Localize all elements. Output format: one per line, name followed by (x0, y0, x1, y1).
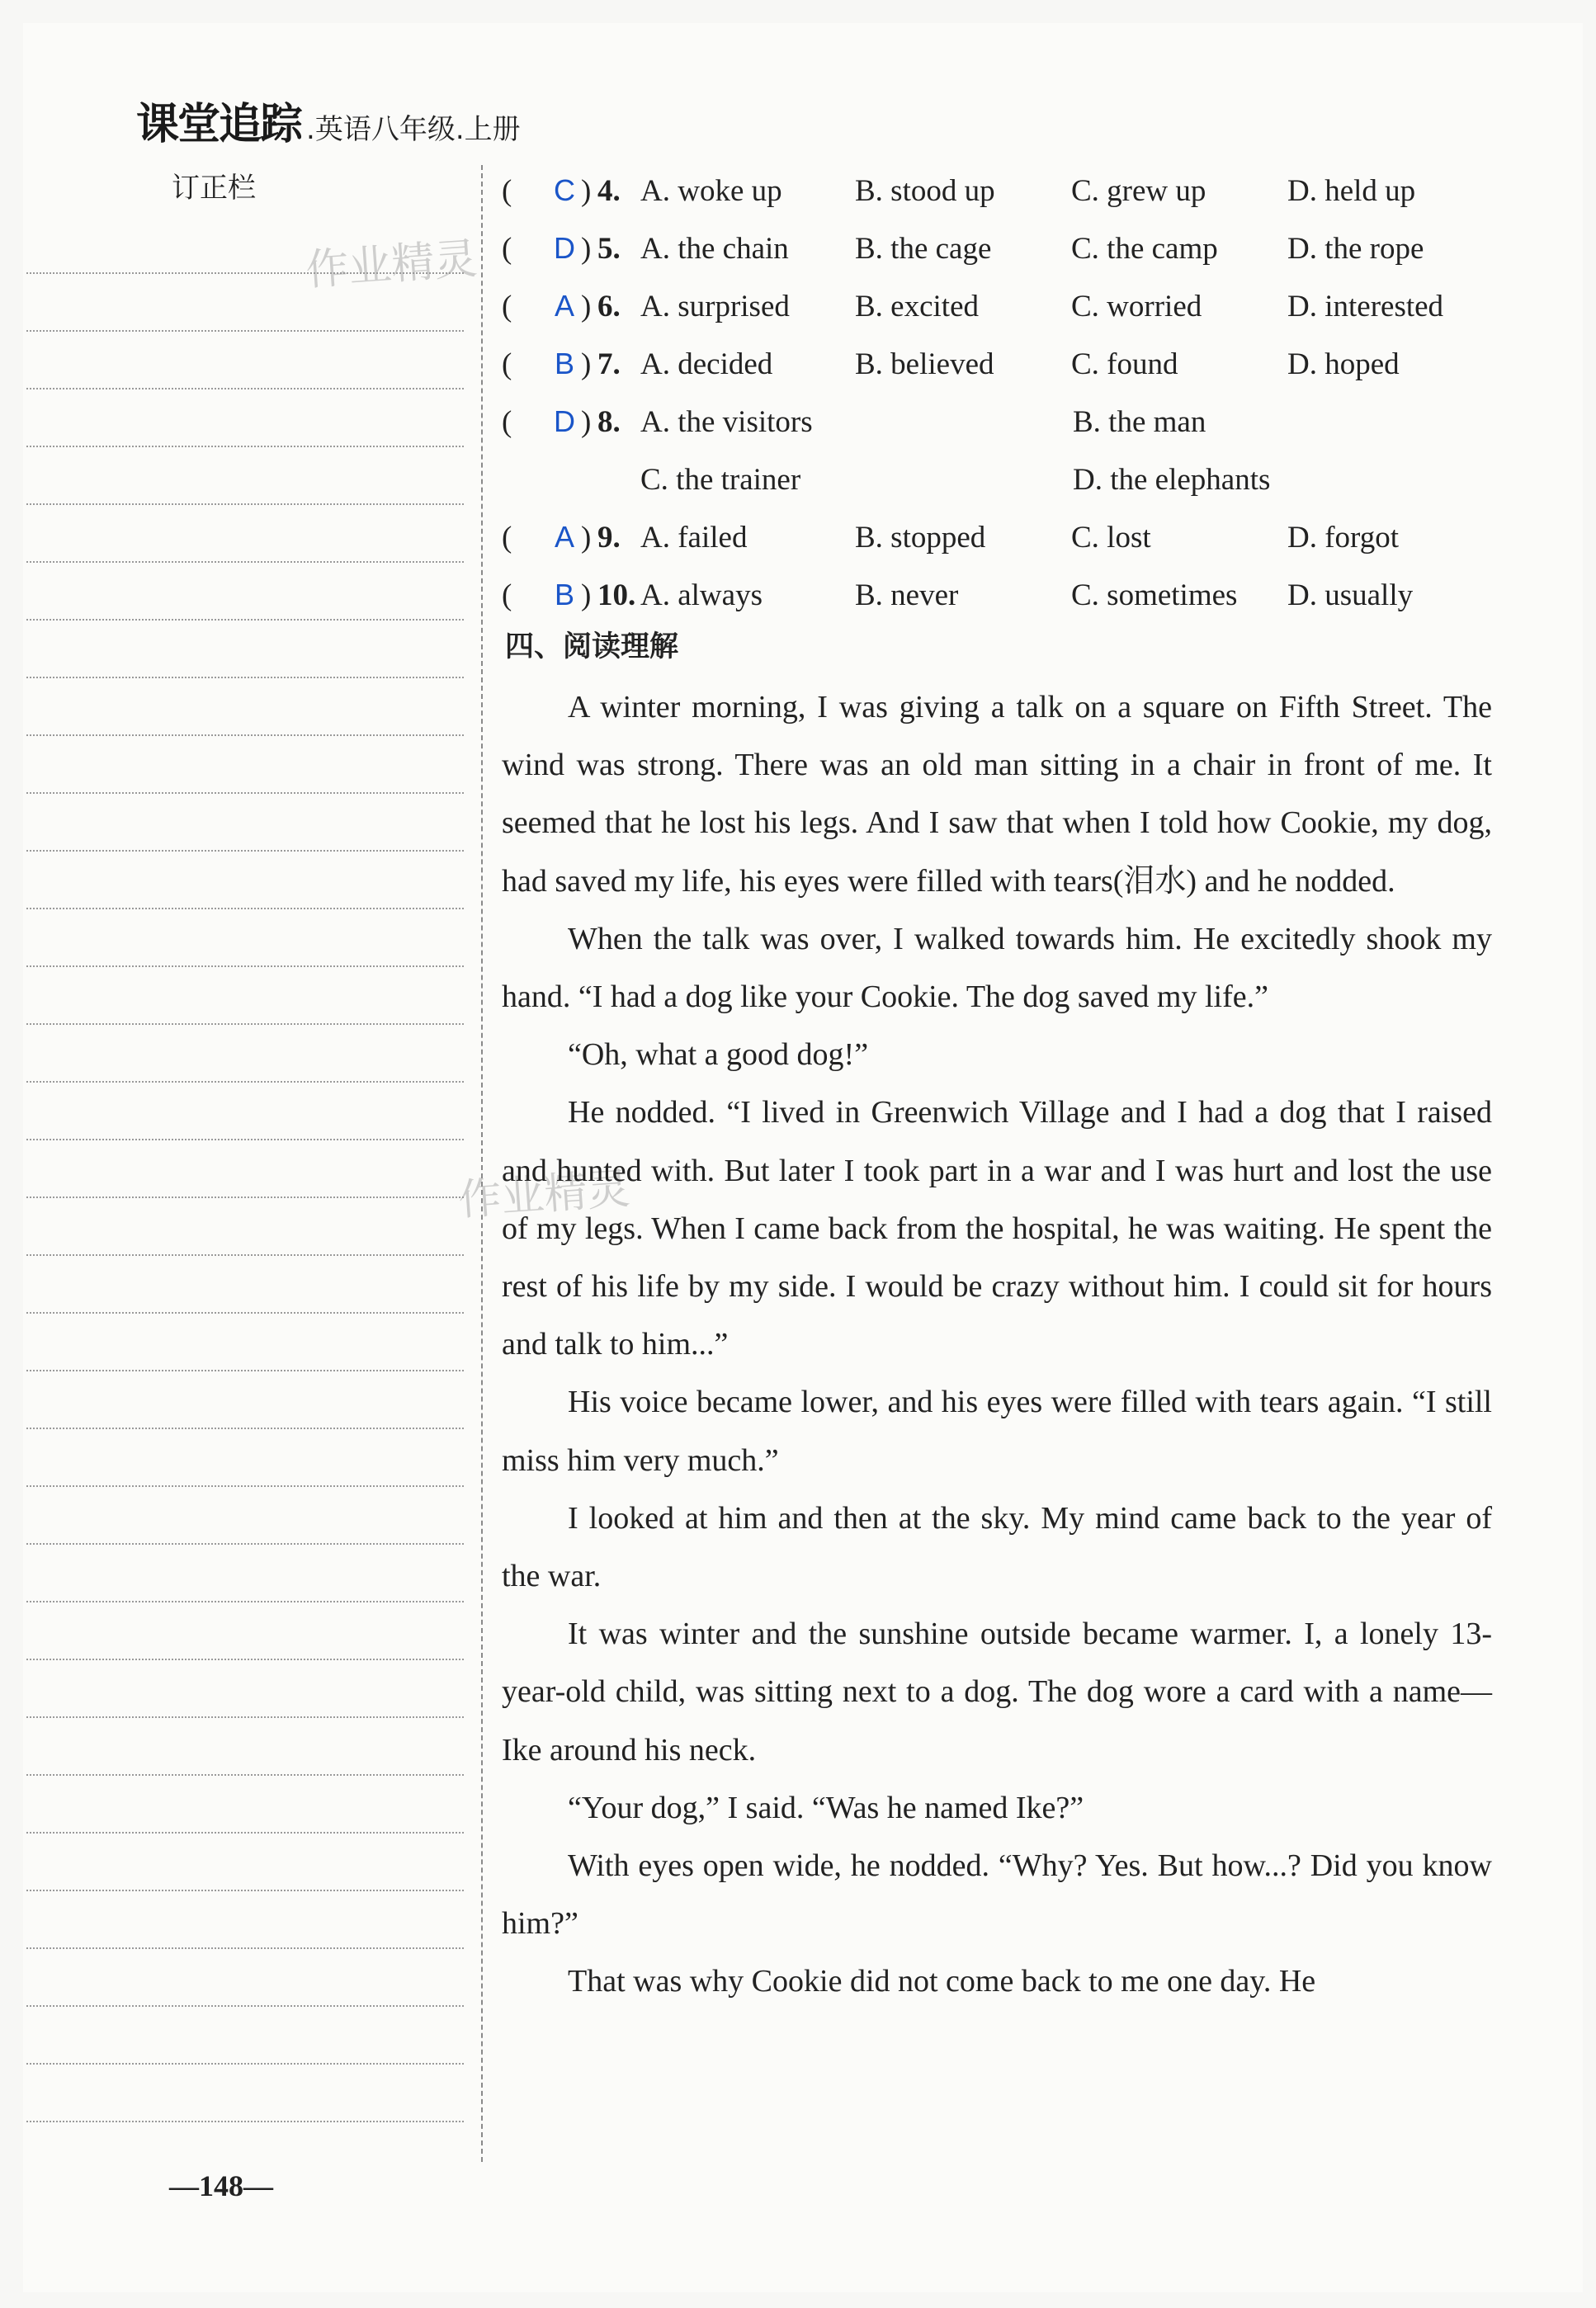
correction-line (26, 2121, 464, 2122)
option-c: C. lost (1071, 520, 1151, 555)
option-c: C. sometimes (1071, 578, 1238, 612)
close-paren: ) (581, 404, 592, 439)
passage-paragraph: With eyes open wide, he nodded. “Why? Yes. But how...? Did you know him?” (502, 1848, 1492, 1942)
answer-mark: B (554, 578, 574, 611)
question-row (502, 508, 1517, 566)
correction-line (26, 1428, 464, 1429)
question-row (502, 393, 1517, 451)
close-paren: ) (581, 347, 592, 381)
multiple-choice-block (502, 162, 1517, 624)
passage-paragraph: A winter morning, I was giving a talk on a square on Fifth Street. The wind was strong. There was an old man sitting in a chair in front of me. It seemed that he lost his legs. And I saw that when I told how Cookie, my dog, had saved my life, his eyes were filled with tears(泪水) and he nodded. (502, 690, 1492, 899)
option-a: A. decided (640, 347, 773, 381)
answer-mark: D (554, 404, 575, 438)
correction-line (26, 503, 464, 505)
correction-line (26, 1947, 464, 1949)
question-row-continued (502, 451, 1517, 508)
watermark: 作业精灵 (304, 234, 479, 296)
correction-line (26, 561, 464, 563)
question-row (502, 335, 1517, 393)
passage-paragraph: “Oh, what a good dog!” (568, 1037, 869, 1073)
open-paren: ( (502, 289, 512, 323)
option-a: A. the visitors (640, 404, 813, 439)
option-d: D. the elephants (1073, 462, 1271, 497)
option-a: A. failed (640, 520, 748, 555)
option-a: A. always (640, 578, 763, 612)
correction-line (26, 965, 464, 967)
correction-line (26, 1659, 464, 1660)
close-paren: ) (581, 231, 592, 266)
option-c: C. grew up (1071, 173, 1206, 208)
option-b: B. stood up (855, 173, 995, 208)
passage-paragraph: It was winter and the sunshine outside became warmer. I, a lonely 13-year-old child, was sitting next to a dog. The dog wore a card with a name—Ike around his neck. (502, 1617, 1492, 1768)
question-number: 10. (597, 578, 636, 612)
correction-line (26, 677, 464, 678)
brand-logo: 课堂追踪 (136, 100, 302, 149)
open-paren: ( (502, 231, 512, 266)
answer-mark: A (554, 520, 574, 554)
correction-line (26, 1832, 464, 1834)
close-paren: ) (581, 173, 592, 208)
passage-paragraph: That was why Cookie did not come back to me one day. He (568, 1964, 1316, 1999)
passage-paragraph: His voice became lower, and his eyes were filled with tears again. “I still miss him very much.” (502, 1385, 1492, 1478)
correction-line (26, 734, 464, 736)
option-b: B. never (855, 578, 959, 612)
answer-mark: C (554, 173, 575, 207)
option-c: C. found (1071, 347, 1178, 381)
correction-line (26, 1023, 464, 1025)
option-b: B. the man (1073, 404, 1206, 439)
question-number: 9. (597, 520, 621, 555)
correction-line (26, 1774, 464, 1776)
open-paren: ( (502, 347, 512, 381)
correction-line (26, 1139, 464, 1140)
correction-line (26, 1543, 464, 1545)
correction-line (26, 1370, 464, 1371)
correction-line (26, 1196, 464, 1198)
page-header (136, 89, 521, 151)
option-d: D. interested (1287, 289, 1444, 323)
question-row (502, 219, 1517, 277)
passage-paragraph: He nodded. “I lived in Greenwich Village and I had a dog that I raised and hunted with. But later I took part in a war and I was hurt and lost the use of my legs. When I came back from the hospital, he was waiting. He spent the rest of his life by my side. I would be crazy without him. I could sit for hours and talk to him...” (502, 1095, 1492, 1362)
section-title: 四、阅读理解 (505, 630, 679, 663)
correction-line (26, 1601, 464, 1602)
question-number: 7. (597, 347, 621, 381)
watermark: 作业精灵 (456, 1163, 632, 1226)
question-number: 6. (597, 289, 621, 323)
correction-line (26, 388, 464, 389)
question-number: 8. (597, 404, 621, 439)
close-paren: ) (581, 520, 592, 555)
option-c: C. worried (1071, 289, 1202, 323)
option-a: A. surprised (640, 289, 790, 323)
book-title: .英语八年级.上册 (306, 113, 521, 146)
open-paren: ( (502, 578, 512, 612)
question-row (502, 277, 1517, 335)
open-paren: ( (502, 173, 512, 208)
correction-line (26, 1716, 464, 1718)
option-d: D. the rope (1287, 231, 1424, 266)
passage-paragraph: When the talk was over, I walked towards him. He excitedly shook my hand. “I had a dog like your Cookie. The dog saved my life.” (502, 921, 1492, 1015)
correction-line (26, 619, 464, 621)
correction-line (26, 2063, 464, 2065)
option-a: A. woke up (640, 173, 782, 208)
option-b: B. excited (855, 289, 980, 323)
question-number: 5. (597, 231, 621, 266)
option-a: A. the chain (640, 231, 789, 266)
option-d: D. forgot (1287, 520, 1399, 555)
question-number: 4. (597, 173, 621, 208)
correction-column-label: 订正栏 (172, 172, 256, 205)
close-paren: ) (581, 578, 592, 612)
answer-mark: B (554, 347, 574, 380)
correction-line (26, 1890, 464, 1891)
correction-line (26, 1312, 464, 1314)
answer-mark: A (554, 289, 574, 323)
question-row (502, 162, 1517, 219)
correction-line (26, 792, 464, 794)
option-c: C. the trainer (640, 462, 801, 497)
page-number: —148— (169, 2169, 273, 2202)
correction-line (26, 1485, 464, 1487)
passage-paragraph: I looked at him and then at the sky. My mind came back to the year of the war. (502, 1500, 1492, 1594)
correction-line (26, 330, 464, 332)
option-d: D. held up (1287, 173, 1416, 208)
open-paren: ( (502, 520, 512, 555)
close-paren: ) (581, 289, 592, 323)
reading-passage (502, 678, 1492, 2011)
option-b: B. believed (855, 347, 994, 381)
option-b: B. stopped (855, 520, 986, 555)
option-d: D. usually (1287, 578, 1414, 612)
option-d: D. hoped (1287, 347, 1400, 381)
answer-mark: D (554, 231, 575, 265)
correction-line (26, 850, 464, 852)
correction-line (26, 1081, 464, 1083)
correction-line (26, 908, 464, 909)
question-row (502, 566, 1517, 624)
correction-line (26, 1254, 464, 1256)
correction-line (26, 2005, 464, 2007)
open-paren: ( (502, 404, 512, 439)
option-b: B. the cage (855, 231, 992, 266)
passage-paragraph: “Your dog,” I said. “Was he named Ike?” (568, 1790, 1084, 1825)
correction-line (26, 446, 464, 447)
option-c: C. the camp (1071, 231, 1218, 266)
